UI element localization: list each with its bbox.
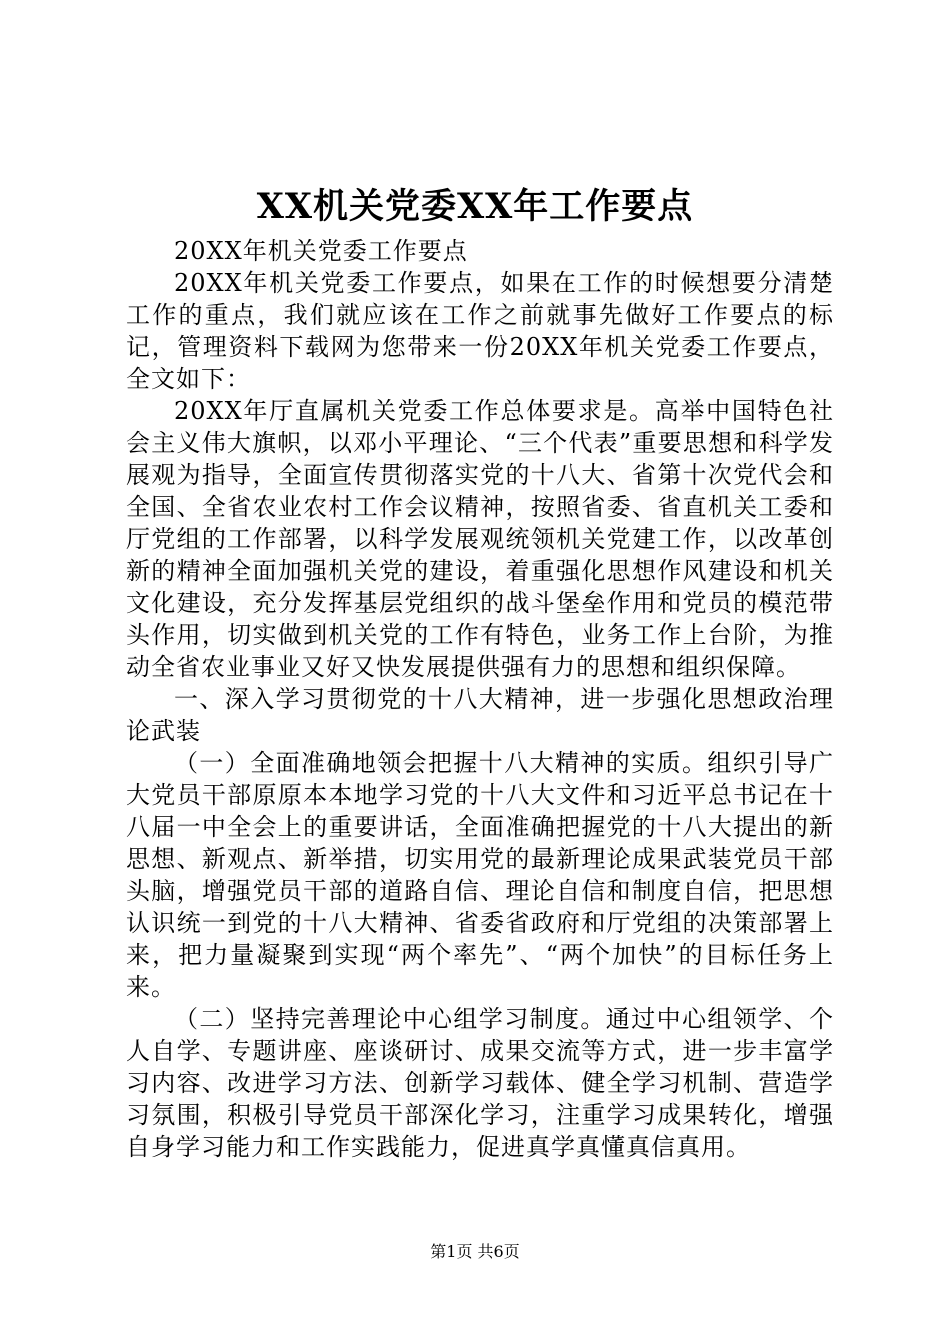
paragraph-item-2: （二）坚持完善理论中心组学习制度。通过中心组领学、个人自学、专题讲座、座谈研讨、成果交流等方式，进一步丰富学习内容、改进学习方法、创新学习载体、健全学习机制、营造学习氛围，积极引导党员干部深化学习，注重学习成果转化，增强自身学习能力和工作实践能力，促进真学真懂真信真用。 — [126, 1005, 834, 1161]
paragraph-item-1: （一）全面准确地领会把握十八大精神的实质。组织引导广大党员干部原原本本地学习党的十八大文件和习近平总书记在十八届一中全会上的重要讲话，全面准确把握党的十八大提出的新思想、新观点、新举措，切实用党的最新理论成果武装党员干部头脑，增强党员干部的道路自信、理论自信和制度自信，把思想认识统一到党的十八大精神、省委省政府和厅党组的决策部署上来，把力量凝聚到实现“两个率先”、“两个加快”的目标任务上来。 — [126, 749, 834, 1001]
document-title: XX机关党委XX年工作要点 — [256, 186, 694, 227]
paragraph-intro: 20XX年机关党委工作要点，如果在工作的时候想要分清楚工作的重点，我们就应该在工作之前就事先做好工作要点的标记，管理资料下载网为您带来一份20XX年机关党委工作要点，全文如下： — [126, 269, 834, 393]
paragraph-overall-requirements: 20XX年厅直属机关党委工作总体要求是。高举中国特色社会主义伟大旗帜，以邓小平理论、“三个代表”重要思想和科学发展观为指导，全面宣传贯彻落实党的十八大、省第十次党代会和全国、全省农业农村工作会议精神，按照省委、省直机关工委和厅党组的工作部署，以科学发展观统领机关党建工作，以改革创新的精神全面加强机关党的建设，着重强化思想作风建设和机关文化建设，充分发挥基层党组织的战斗堡垒作用和党员的模范带头作用，切实做到机关党的工作有特色，业务工作上台阶，为推动全省农业事业又好又快发展提供强有力的思想和组织保障。 — [126, 397, 834, 681]
section-heading-1: 一、深入学习贯彻党的十八大精神，进一步强化思想政治理论武装 — [126, 685, 834, 745]
document-body — [126, 235, 834, 1163]
paragraph-subtitle: 20XX年机关党委工作要点 — [174, 237, 468, 265]
page-number-footer: 第1页 共6页 — [430, 1242, 520, 1261]
